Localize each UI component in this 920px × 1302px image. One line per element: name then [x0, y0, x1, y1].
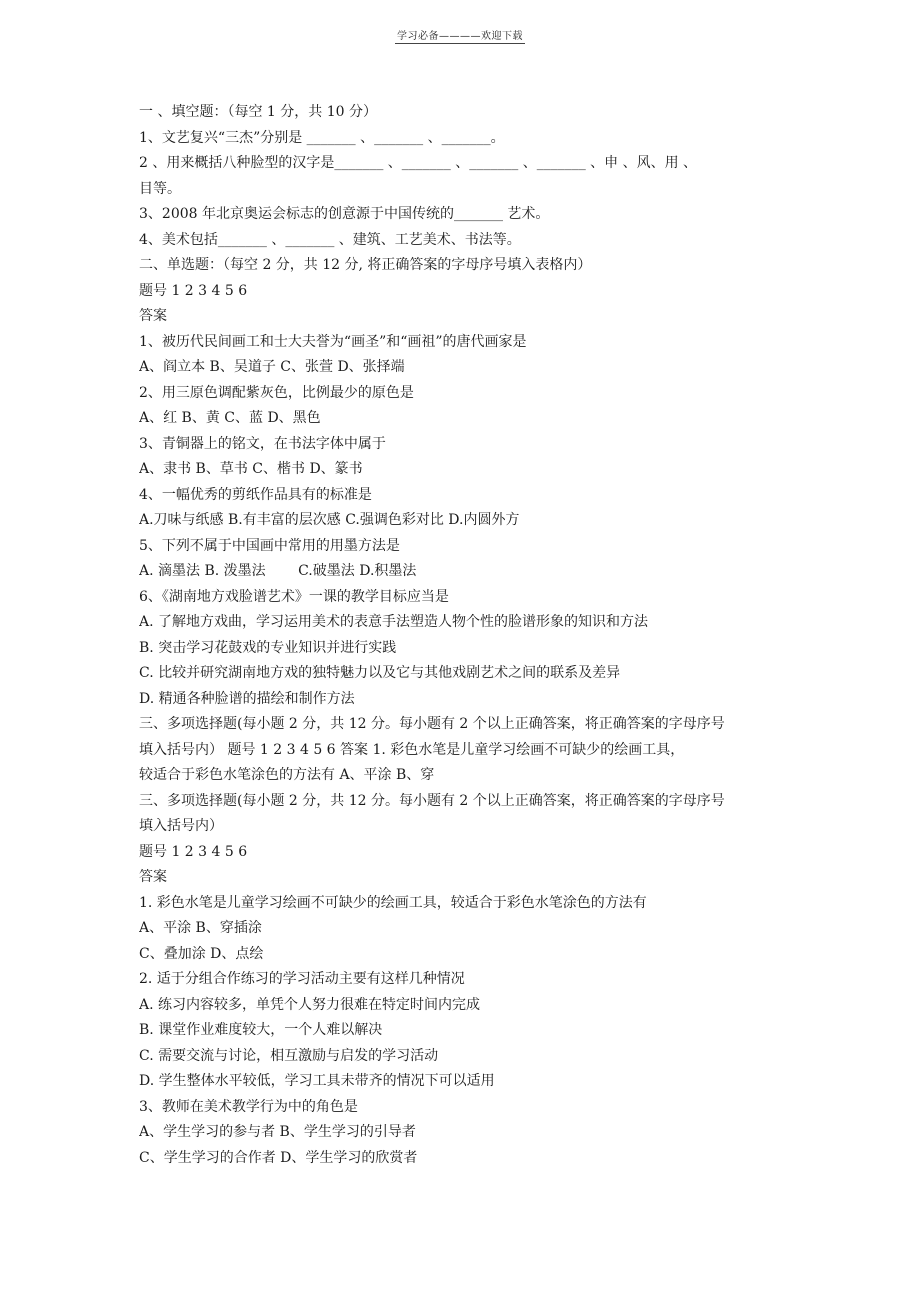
answer-table-header-row: 题号 1 2 3 4 5 6 [139, 282, 248, 299]
question-line: 2 、用来概括八种脸型的汉字是_______ 、_______ 、_______ 、_______ 、申 、风、用 、 [139, 155, 698, 171]
section-title-multi-choice: 三、多项选择题(每小题 2 分，共 12 分。每小题有 2 个以上正确答案，将正确答案的字母序号 [139, 792, 725, 809]
option-line: C、学生学习的合作者 D、学生学习的欣赏者 [139, 1149, 418, 1166]
section-title-multi-choice: 三、多项选择题(每小题 2 分，共 12 分。每小题有 2 个以上正确答案，将正确答案的字母序号 [139, 716, 725, 732]
answer-table-answer-row: 答案 [139, 308, 167, 324]
question-line: 1、被历代民间画工和士大夫誉为“画圣”和“画祖”的唐代画家是 [139, 333, 527, 350]
question-line: 目等。 [139, 180, 181, 197]
option-line: A、隶书 B、草书 C、楷书 D、篆书 [139, 461, 363, 477]
question-line: 6、《湖南地方戏脸谱艺术》一课的教学目标应当是 [139, 588, 449, 605]
answer-table-answer-row: 答案 [139, 869, 167, 885]
option-line: B. 突击学习花鼓戏的专业知识并进行实践 [139, 639, 397, 656]
option-line: A、红 B、黄 C、蓝 D、黑色 [139, 410, 321, 426]
option-line: C. 需要交流与讨论，相互激励与启发的学习活动 [139, 1047, 439, 1064]
option-line: A、阎立本 B、吴道子 C、张萱 D、张择端 [139, 359, 405, 375]
option-line: C. 比较并研究湖南地方戏的独特魅力以及它与其他戏剧艺术之间的联系及差异 [139, 665, 621, 681]
section-text: 较适合于彩色水笔涂色的方法有 A、平涂 B、穿 [139, 767, 435, 783]
document-body [139, 100, 809, 1171]
question-line: 1. 彩色水笔是儿童学习绘画不可缺少的绘画工具，较适合于彩色水笔涂色的方法有 [139, 894, 647, 911]
option-line: A. 滴墨法 B. 泼墨法 C.破墨法 D.积墨法 [139, 563, 417, 579]
question-line: 4、一幅优秀的剪纸作品具有的标准是 [139, 486, 372, 503]
option-line: A.刀味与纸感 B.有丰富的层次感 C.强调色彩对比 D.内圆外方 [139, 512, 520, 528]
question-line: 3、2008 年北京奥运会标志的创意源于中国传统的_______ 艺术。 [139, 206, 550, 222]
option-line: A、学生学习的参与者 B、学生学习的引导者 [139, 1124, 416, 1140]
question-line: 3、教师在美术教学行为中的角色是 [139, 1098, 358, 1115]
option-line: A. 了解地方戏曲，学习运用美术的表意手法塑造人物个性的脸谱形象的知识和方法 [139, 614, 649, 630]
page-header [0, 27, 920, 44]
question-line: 3、青铜器上的铭文，在书法字体中属于 [139, 435, 386, 452]
question-line: 1、文艺复兴“三杰”分别是 _______ 、_______ 、_______。 [139, 129, 505, 146]
option-line: A. 练习内容较多，单凭个人努力很难在特定时间内完成 [139, 996, 481, 1013]
option-line: D. 学生整体水平较低，学习工具未带齐的情况下可以适用 [139, 1073, 495, 1089]
option-line: C、叠加涂 D、点绘 [139, 945, 264, 962]
option-line: A、平涂 B、穿插涂 [139, 920, 262, 936]
answer-table-header-row: 题号 1 2 3 4 5 6 [139, 843, 248, 860]
question-line: 5、下列不属于中国画中常用的用墨方法是 [139, 537, 400, 554]
question-line: 4、美术包括_______ 、_______ 、建筑、工艺美术、书法等。 [139, 231, 521, 248]
section-text: 填入括号内） [139, 818, 223, 834]
option-line: B. 课堂作业难度较大，一个人难以解决 [139, 1022, 383, 1038]
section-title-fill-blank: 一 、填空题：（每空 1 分，共 10 分） [139, 104, 377, 120]
option-line: D. 精通各种脸谱的描绘和制作方法 [139, 690, 355, 707]
section-title-single-choice: 二、单选题：（每空 2 分，共 12 分, 将正确答案的字母序号填入表格内） [139, 257, 592, 273]
question-line: 2、用三原色调配紫灰色，比例最少的原色是 [139, 384, 414, 401]
question-line: 2. 适于分组合作练习的学习活动主要有这样几种情况 [139, 971, 465, 987]
header-text: 学习必备————欢迎下载 [395, 27, 525, 44]
section-text: 填入括号内） 题号 1 2 3 4 5 6 答案 1. 彩色水笔是儿童学习绘画不可缺少的绘画工具， [139, 741, 685, 758]
